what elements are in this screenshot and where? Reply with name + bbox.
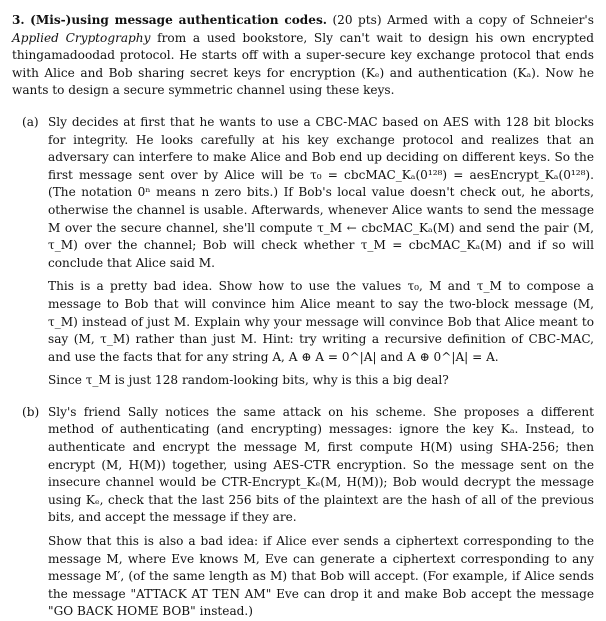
part-a-paragraph-1: Sly decides at first that he wants to use a CBC-MAC based on AES with 128 bit blocks for integrity. He looks carefully at his key exchange protocol and realizes that an adversary can interfere to make Alice and Bob end up deciding on different keys. So the first message sent over by Alice will be τ₀ = cbcMAC_Kₐ(0¹²⁸) = aesEncrypt_Kₐ(0¹²⁸). (The notation 0ⁿ means n zero bits.) If Bob's local value doesn't check out, he aborts, otherwise the channel is usable. Afterwards, whenever Alice wants to send the message M over the secure channel, she'll compute τ_M ← cbcMAC_Kₐ(M) and send the pair (M, τ_M) over the channel; Bob will check whether τ_M = cbcMAC_Kₐ(M) and if so will conclude that Alice said M.	[48, 114, 594, 270]
part-a-paragraph-3: Since τ_M is just 128 random-looking bits, why is this a big deal?	[48, 373, 449, 388]
problem-title: (Mis-)using message authentication codes.	[30, 13, 327, 27]
part-a	[22, 114, 594, 390]
part-b	[22, 404, 594, 621]
intro-text-b: from a used bookstore, Sly can't wait to design his own encrypted thingamadoodad protocol. He starts off with a super-secure key exchange protocol that ends with Alice and Bob sharing secret keys for encryption (Kₑ) and authentication (Kₐ). Now he wants to design a secure symmetric channel using these keys.	[12, 30, 594, 98]
part-a-paragraph-2: This is a pretty bad idea. Show how to use the values τ₀, M and τ_M to compose a message to Bob that will convince him Alice meant to say the two-block message (M, τ_M) instead of just M. Explain why your message will convince Bob that Alice meant to say (M, τ_M) rather than just M. Hint: try writing a recursive definition of CBC-MAC, and use the facts that for any string A, A ⊕ A = 0^|A| and A ⊕ 0^|A| = A.	[48, 279, 594, 364]
problem-number: 3.	[12, 13, 25, 27]
part-b-paragraph-2: Show that this is also a bad idea: if Alice ever sends a ciphertext corresponding to the message M, where Eve knows M, Eve can generate a ciphertext corresponding to any message M′, (of the same length as M) that Bob will accept. (For example, if Alice sends the message "ATTACK AT TEN AM" Eve can drop it and make Bob accept the message "GO BACK HOME BOB" instead.)	[48, 534, 594, 619]
problem-intro	[12, 12, 594, 100]
part-b-paragraph-1: Sly's friend Sally notices the same attack on his scheme. She proposes a different method of authenticating (and encrypting) messages: ignore the key Kₐ. Instead, to authenticate and encrypt the message M, first compute H(M) using SHA-256; then encrypt (M, H(M)) together, using AES-CTR encryption. So the message sent on the insecure channel would be CTR-Encrypt_Kₑ(M, H(M)); Bob would decrypt the message using Kₑ, check that the last 256 bits of the plaintext are the hash of all of the previous bits, and accept the message if they are.	[48, 404, 594, 525]
part-a-label: (a)	[22, 114, 39, 129]
problem-points: (20 pts)	[332, 13, 382, 27]
book-title: Applied Cryptography	[12, 30, 151, 45]
intro-text-a: Armed with a copy of Schneier's	[387, 13, 594, 27]
part-b-label: (b)	[22, 404, 40, 419]
